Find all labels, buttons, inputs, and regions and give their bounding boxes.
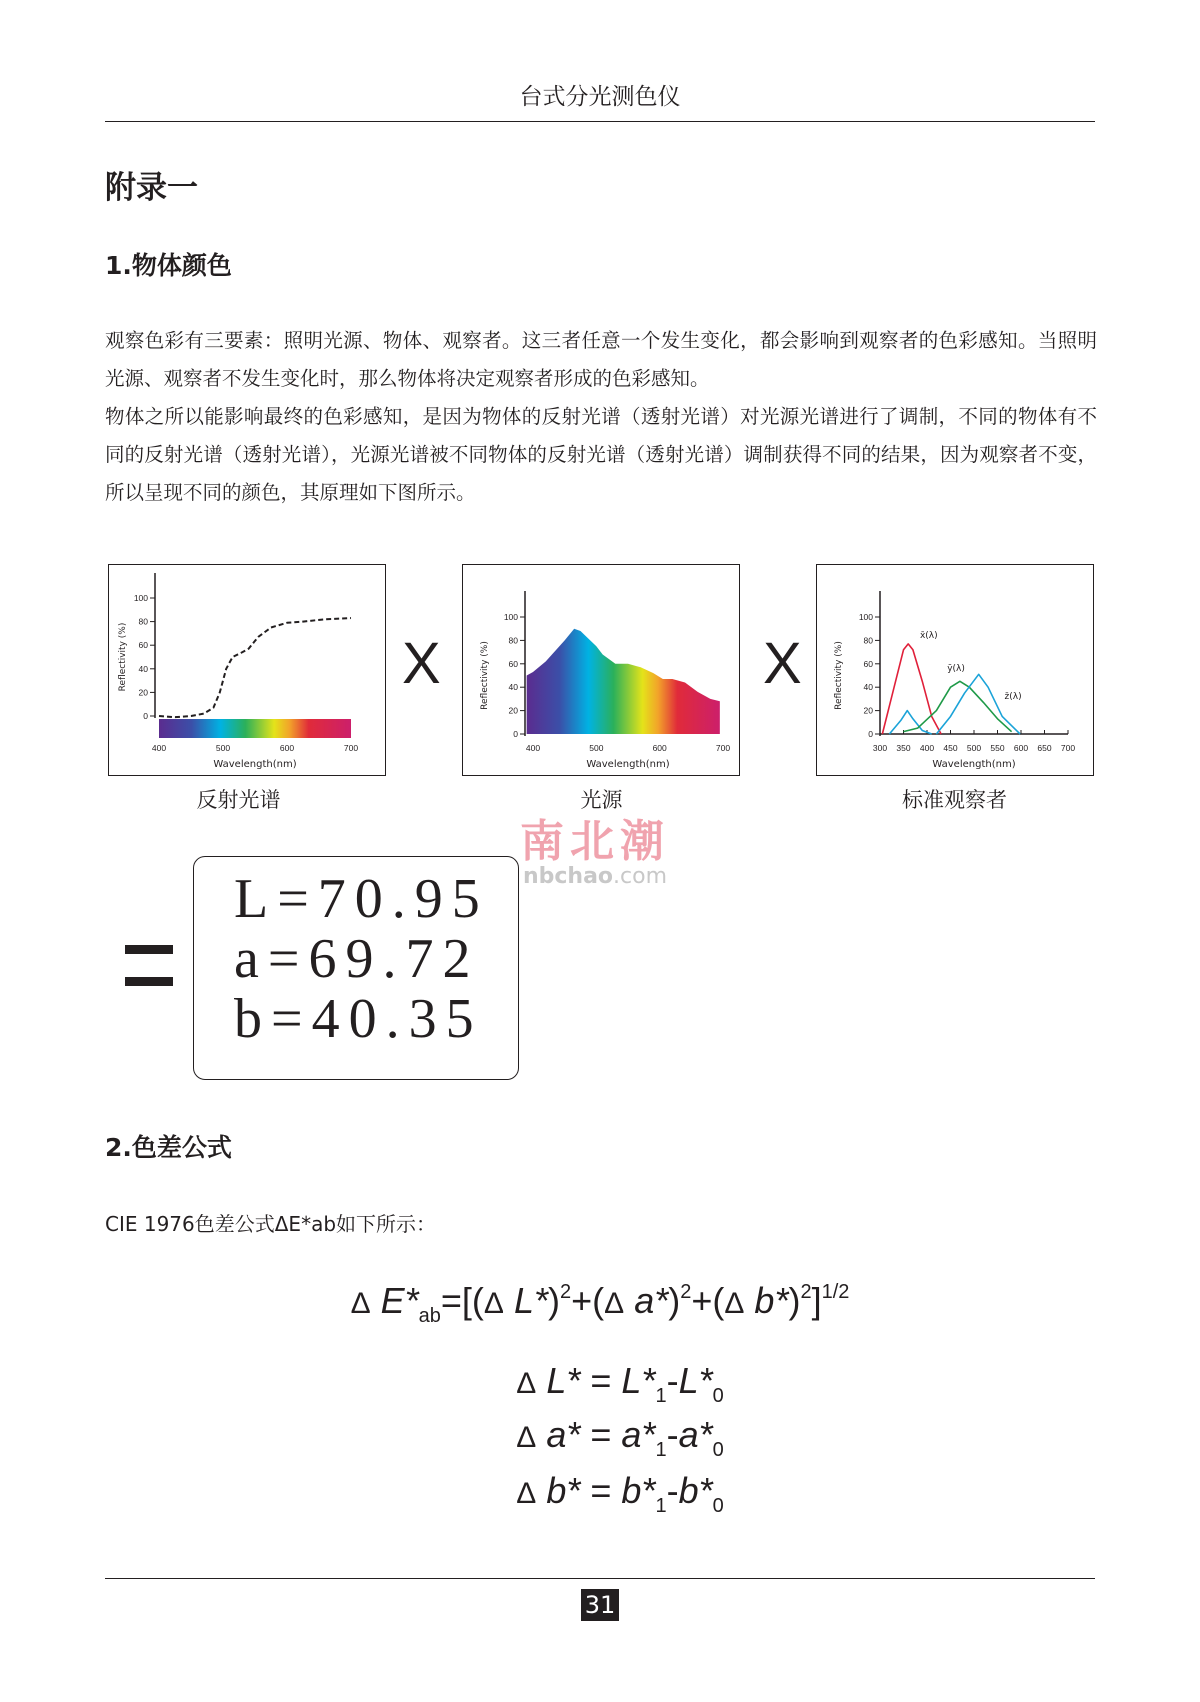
y-axis-label: Reflectivity (%) bbox=[118, 622, 128, 692]
subscript: 1 bbox=[655, 1385, 667, 1407]
lab-a-value: a=69.72 bbox=[234, 928, 480, 990]
watermark-en: nbchao bbox=[522, 864, 614, 889]
x-tick-label: 700 bbox=[715, 743, 731, 753]
delta-symbol: Δ bbox=[483, 1287, 504, 1320]
y-axis-label: Reflectivity (%) bbox=[480, 641, 490, 710]
section-1-title: 1.物体颜色 bbox=[105, 251, 232, 280]
x-tick-label: 400 bbox=[525, 743, 541, 753]
reflectance-chart bbox=[108, 564, 386, 776]
series-label: x̄(λ) bbox=[919, 631, 938, 642]
watermark-cn: 南北潮 bbox=[520, 816, 670, 867]
formula-term: a* bbox=[536, 1414, 591, 1455]
delta-symbol: Δ bbox=[516, 1367, 537, 1400]
formula-term: +( bbox=[691, 1280, 725, 1321]
formula-term: - bbox=[666, 1470, 679, 1511]
appendix-title: 附录一 bbox=[105, 170, 198, 206]
formula-term: L* bbox=[503, 1280, 548, 1321]
y-tick-label: 40 bbox=[508, 682, 518, 693]
delta-a-formula bbox=[0, 1414, 1200, 1462]
x-axis-label: Wavelength(nm) bbox=[932, 759, 1016, 770]
chart-caption: 光源 bbox=[580, 788, 623, 812]
delta-e-formula bbox=[0, 1280, 1200, 1328]
y-tick-label: 100 bbox=[858, 612, 873, 622]
formula-term: b* bbox=[621, 1470, 656, 1511]
formula-intro: CIE 1976色差公式ΔE*ab如下所示： bbox=[105, 1212, 437, 1236]
formula-term: a* bbox=[678, 1414, 713, 1455]
footer-rule bbox=[105, 1578, 1095, 1579]
delta-symbol: Δ bbox=[350, 1287, 371, 1320]
y-tick-label: 100 bbox=[503, 612, 518, 622]
equals-sign bbox=[125, 945, 173, 987]
y-tick-label: 0 bbox=[513, 729, 518, 739]
y-tick-label: 60 bbox=[508, 658, 518, 669]
y-tick-label: 40 bbox=[138, 663, 148, 674]
formula-term: b* bbox=[744, 1280, 789, 1321]
watermark-suffix: .com bbox=[613, 864, 668, 889]
x-tick-label: 500 bbox=[966, 743, 982, 753]
x-axis-label: Wavelength(nm) bbox=[213, 759, 297, 770]
paragraph: 物体之所以能影响最终的色彩感知，是因为物体的反射光谱（透射光谱）对光源光谱进行了调制，不同的物体有不同的反射光谱（透射光谱），光源光谱被不同物体的反射光谱（透射光谱）调制获得不同的结果，因为观察者不变，所以呈现不同的颜色，其原理如下图所示。 bbox=[105, 405, 1097, 504]
x-tick-label: 600 bbox=[652, 743, 667, 753]
x-tick-label: 400 bbox=[919, 743, 935, 753]
standard-observer-chart bbox=[816, 564, 1094, 776]
lab-result-box bbox=[193, 856, 519, 1080]
spectrum-bar bbox=[159, 719, 351, 738]
formula-term: = bbox=[590, 1360, 622, 1401]
x-axis-label: Wavelength(nm) bbox=[586, 759, 670, 770]
x-tick-label: 650 bbox=[1037, 743, 1052, 753]
delta-symbol: Δ bbox=[604, 1287, 625, 1320]
delta-symbol: Δ bbox=[516, 1421, 537, 1454]
formula-term: ] bbox=[811, 1280, 822, 1321]
formula-term: - bbox=[666, 1360, 679, 1401]
series-line bbox=[882, 644, 941, 734]
series-line bbox=[159, 618, 351, 717]
formula-term: ) bbox=[548, 1280, 560, 1321]
multiply-sign: X bbox=[763, 631, 802, 696]
header-rule bbox=[105, 121, 1095, 122]
series-line bbox=[904, 681, 1012, 731]
x-tick-label: 600 bbox=[279, 743, 295, 753]
x-tick-label: 300 bbox=[872, 743, 888, 753]
y-tick-label: 20 bbox=[508, 705, 518, 716]
y-tick-label: 100 bbox=[133, 593, 148, 603]
y-tick-label: 60 bbox=[863, 658, 873, 669]
x-tick-label: 700 bbox=[1060, 743, 1076, 753]
delta-symbol: Δ bbox=[724, 1287, 745, 1320]
header-title: 台式分光测色仪 bbox=[519, 84, 681, 110]
delta-l-formula bbox=[0, 1360, 1200, 1408]
paragraph: 观察色彩有三要素：照明光源、物体、观察者。这三者任意一个发生变化，都会影响到观察者的色彩感知。当照明光源、观察者不发生变化时，那么物体将决定观察者形成的色彩感知。 bbox=[105, 329, 1097, 390]
watermark bbox=[520, 818, 670, 888]
y-tick-label: 80 bbox=[508, 635, 518, 646]
subscript: 0 bbox=[712, 1495, 724, 1517]
formula-term: +( bbox=[571, 1280, 605, 1321]
formula-term: E* bbox=[370, 1280, 419, 1321]
formula-term: ) bbox=[668, 1280, 681, 1321]
formula-term: =[( bbox=[440, 1280, 484, 1321]
formula-term: b* bbox=[536, 1470, 591, 1511]
light-source-chart bbox=[462, 564, 740, 776]
subscript: ab bbox=[418, 1305, 441, 1327]
x-tick-label: 700 bbox=[343, 743, 359, 753]
section-1-body bbox=[105, 322, 1097, 512]
delta-b-formula bbox=[0, 1470, 1200, 1518]
formula-term: = bbox=[590, 1414, 622, 1455]
series-label: ȳ(λ) bbox=[947, 663, 965, 674]
subscript: 0 bbox=[712, 1439, 724, 1461]
superscript: 2 bbox=[800, 1281, 812, 1303]
formula-term: = bbox=[590, 1470, 622, 1511]
formula-term: L* bbox=[536, 1360, 591, 1401]
x-tick-label: 500 bbox=[589, 743, 604, 753]
y-tick-label: 40 bbox=[863, 682, 873, 693]
x-tick-label: 400 bbox=[151, 743, 167, 753]
page-number: 31 bbox=[581, 1589, 619, 1621]
y-tick-label: 20 bbox=[138, 687, 148, 698]
y-tick-label: 80 bbox=[863, 635, 873, 646]
formula-term: - bbox=[666, 1414, 679, 1455]
chart-caption: 反射光谱 bbox=[196, 788, 281, 812]
formula-term: L* bbox=[678, 1360, 713, 1401]
y-tick-label: 80 bbox=[138, 616, 148, 627]
light-source-area bbox=[527, 629, 720, 734]
formula-term: a* bbox=[624, 1280, 669, 1321]
delta-symbol: Δ bbox=[516, 1477, 537, 1510]
lab-b-value: b=40.35 bbox=[234, 988, 483, 1050]
subscript: 0 bbox=[712, 1385, 724, 1407]
x-tick-label: 500 bbox=[215, 743, 231, 753]
x-tick-label: 350 bbox=[896, 743, 911, 753]
series-line bbox=[936, 674, 1020, 734]
subscript: 1 bbox=[655, 1439, 667, 1461]
section-2-title: 2.色差公式 bbox=[105, 1133, 232, 1162]
x-tick-label: 550 bbox=[990, 743, 1005, 753]
multiply-sign: X bbox=[402, 631, 441, 696]
x-tick-label: 450 bbox=[943, 743, 958, 753]
series-label: z̄(λ) bbox=[1004, 691, 1022, 702]
y-tick-label: 0 bbox=[868, 729, 873, 739]
formula-term: L* bbox=[621, 1360, 656, 1401]
y-axis-label: Reflectivity (%) bbox=[834, 641, 844, 710]
superscript: 1/2 bbox=[821, 1281, 850, 1303]
chart-caption: 标准观察者 bbox=[902, 788, 1007, 812]
superscript: 2 bbox=[560, 1281, 572, 1303]
x-tick-label: 600 bbox=[1013, 743, 1029, 753]
y-tick-label: 60 bbox=[138, 640, 148, 651]
formula-term: a* bbox=[621, 1414, 656, 1455]
superscript: 2 bbox=[680, 1281, 692, 1303]
y-tick-label: 0 bbox=[143, 711, 148, 721]
y-tick-label: 20 bbox=[863, 705, 873, 716]
formula-term: b* bbox=[678, 1470, 713, 1511]
subscript: 1 bbox=[655, 1495, 667, 1517]
formula-term: ) bbox=[788, 1280, 801, 1321]
lab-l-value: L=70.95 bbox=[234, 868, 489, 930]
